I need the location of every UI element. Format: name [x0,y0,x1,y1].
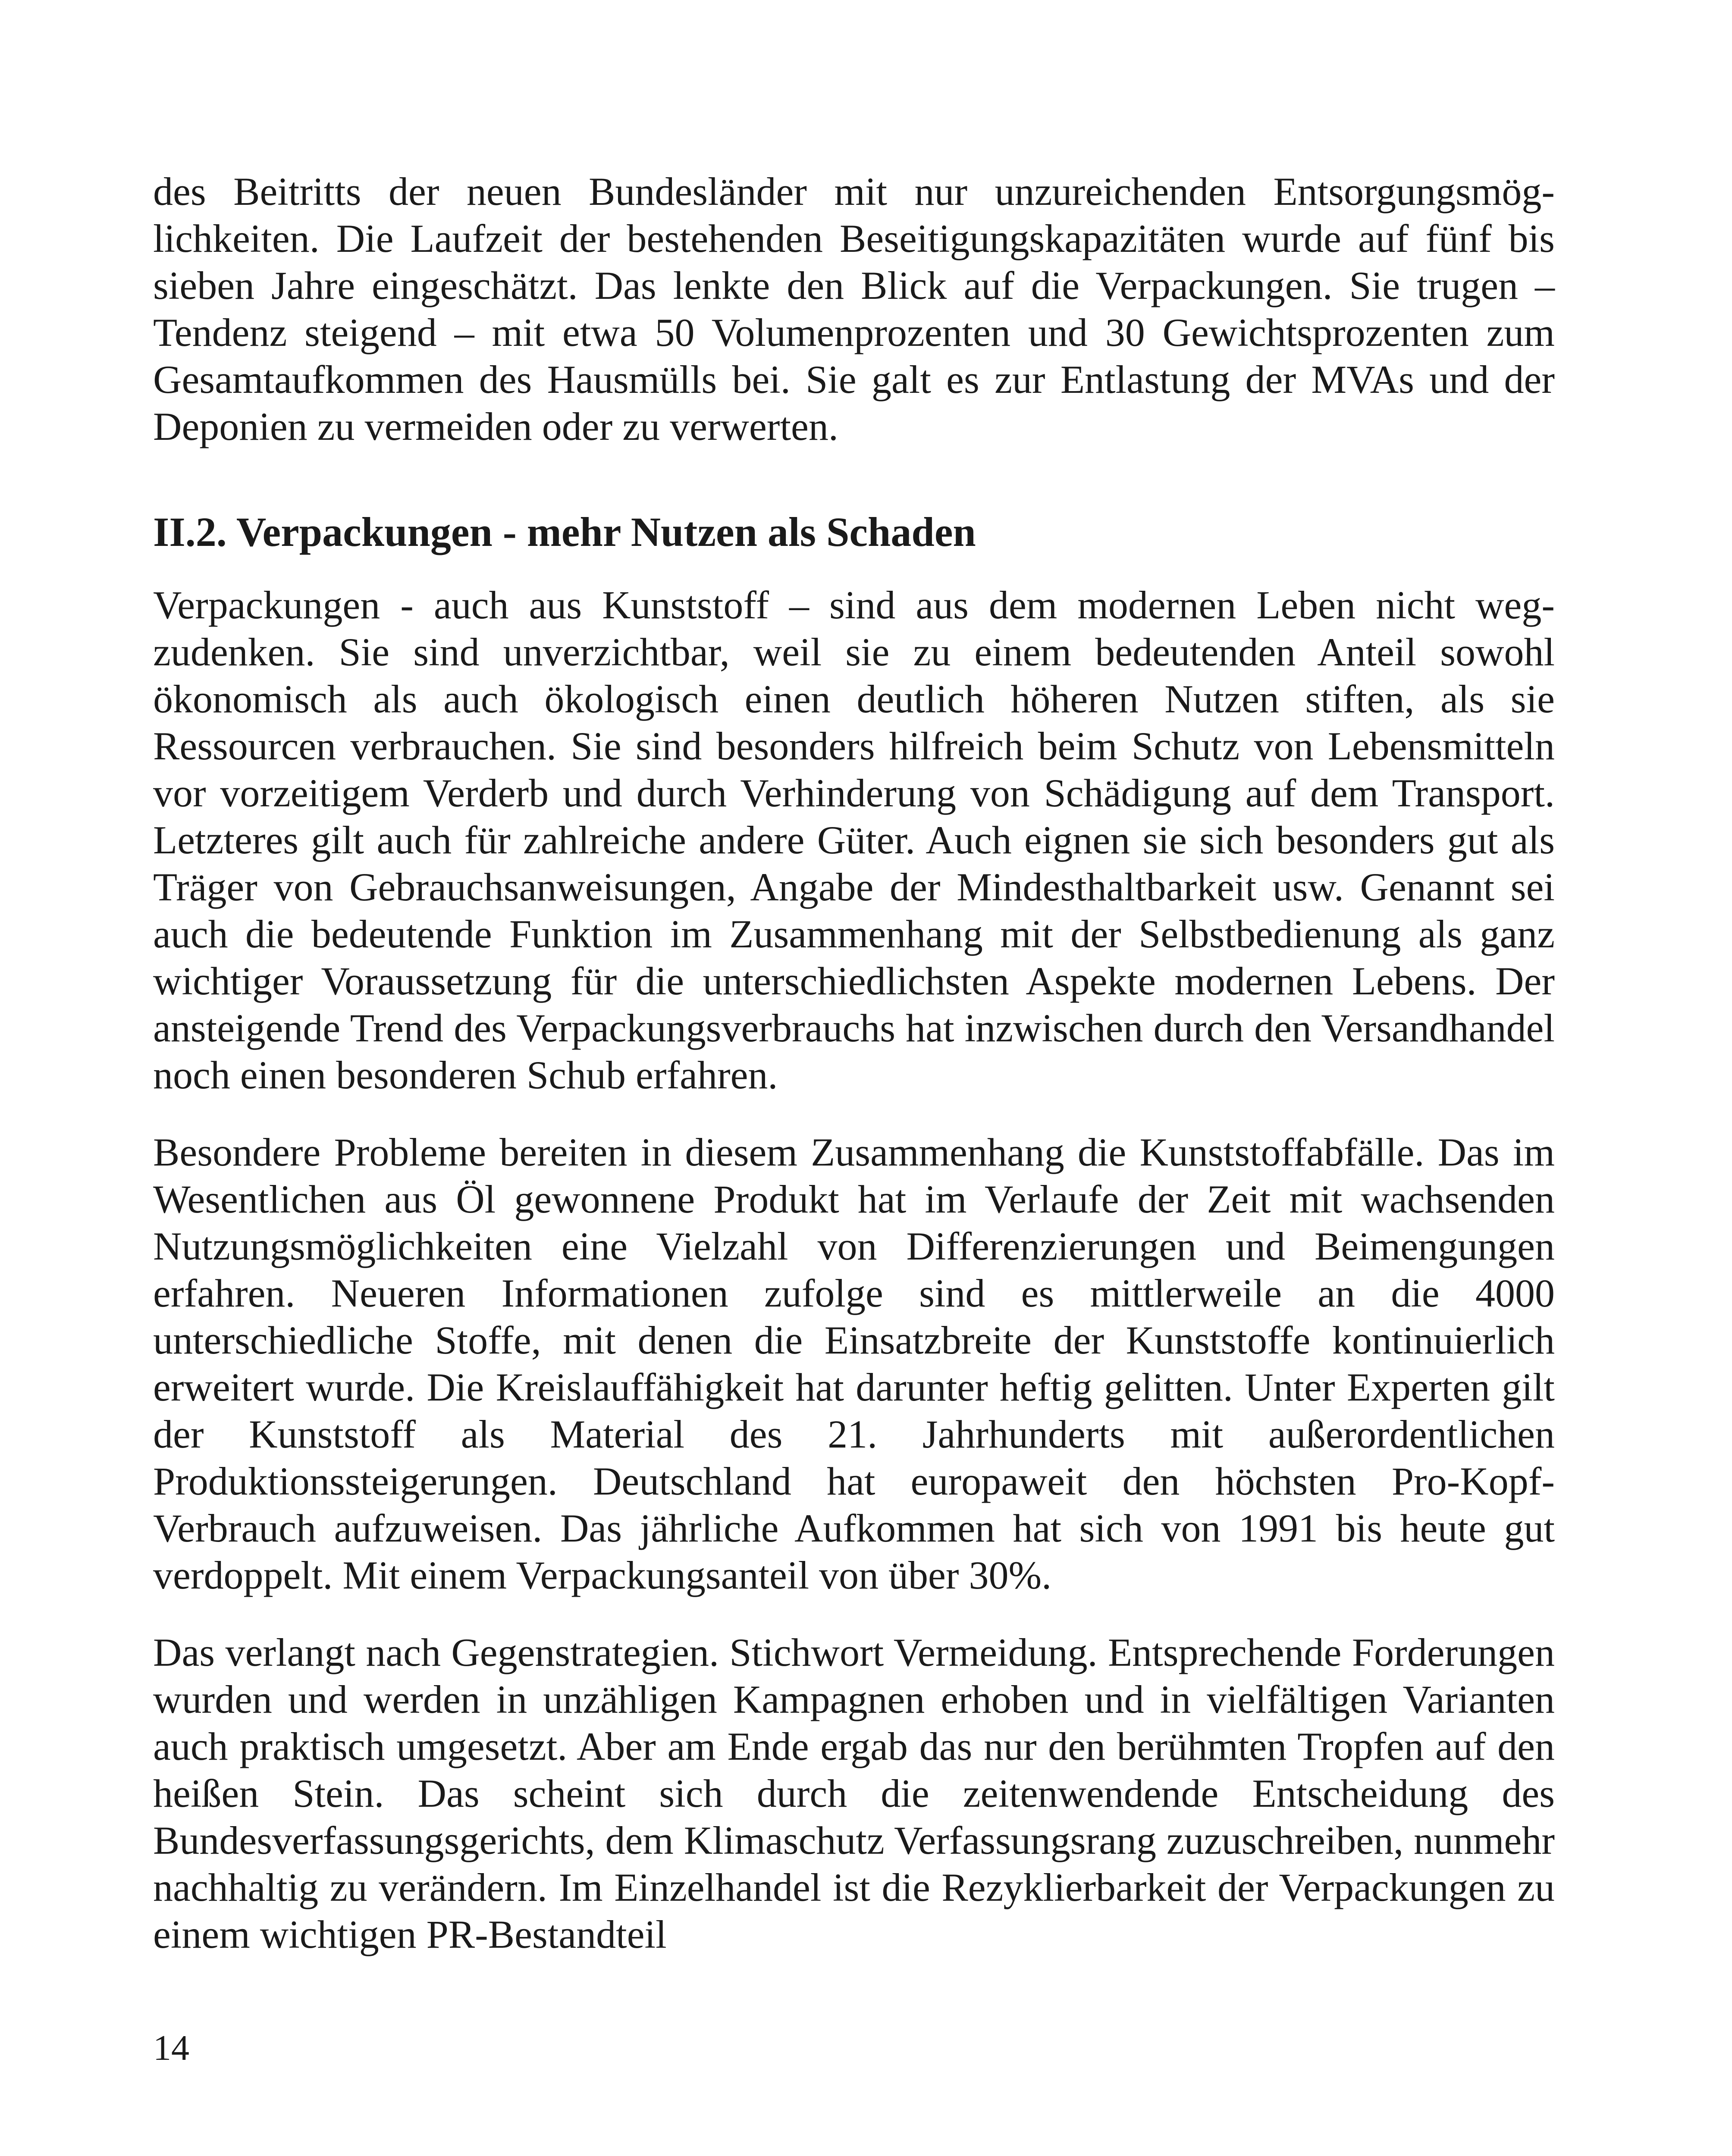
paragraph-4: Das verlangt nach Gegenstrategien. Stichwort Vermeidung. Entsprechende Forderungen wurden und werden in unzähligen Kampagnen erhoben und in vielfältigen Varianten auch praktisch umgesetzt. Aber am Ende ergab das nur den berühmten Tropfen auf den heißen Stein. Das scheint sich durch die zeitenwendende Entscheidung des Bundesverfassungsgerichts, dem Klimaschutz Verfassungsrang zuzuschreiben, nunmehr nachhaltig zu verändern. Im Einzelhandel ist die Rezyklierbarkeit der Verpackungen zu einem wichtigen PR-Bestandteil [153,1630,1555,1956]
section-heading: II.2. Verpackungen - mehr Nutzen als Schaden [153,509,976,555]
paragraph-3: Besondere Probleme bereiten in diesem Zusammenhang die Kunststoffabfälle. Das im Wesentlichen aus Öl gewonnene Produkt hat im Verlaufe der Zeit mit wachsenden Nutzungsmöglichkeiten eine Vielzahl von Differenzierungen und Beimengungen erfahren. Neueren Informationen zufolge sind es mittlerweile an die 4000 unterschiedliche Stoffe, mit denen die Einsatzbreite der Kunststoffe kontinuierlich erweitert wurde. Die Kreislauffähigkeit hat darunter heftig gelitten. Unter Experten gilt der Kunststoff als Material des 21. Jahrhunderts mit außerordentlichen Produktionssteigerungen. Deutschland hat europaweit den höchsten Pro-Kopf-Verbrauch aufzuweisen. Das jährliche Aufkommen hat sich von 1991 bis heute gut verdoppelt. Mit einem Verpackungsanteil von über 30%. [153,1130,1555,1597]
paragraph-2: Verpackungen - auch aus Kunststoff – sind aus dem modernen Leben nicht wegzudenken. Sie sind unverzichtbar, weil sie zu einem bedeutenden Anteil sowohl ökonomisch als auch ökologisch einen deutlich höheren Nutzen stiften, als sie Ressourcen verbrauchen. Sie sind besonders hilfreich beim Schutz von Lebensmitteln vor vorzeitigem Verderb und durch Verhinderung von Schädigung auf dem Transport. Letzteres gilt auch für zahlreiche andere Güter. Auch eignen sie sich besonders gut als Träger von Gebrauchsanweisungen, Angabe der Mindesthaltbarkeit usw. Genannt sei auch die bedeutende Funktion im Zusammenhang mit der Selbstbedienung als ganz wichtiger Voraussetzung für die unterschiedlichsten Aspekte modernen Lebens. Der ansteigende Trend des Verpackungsverbrauchs hat inzwischen durch den Versandhandel noch einen besonderen Schub erfahren. [153,583,1555,1097]
page-body [153,168,1555,1958]
paragraph-1: des Beitritts der neuen Bundesländer mit nur unzureichenden Entsorgungsmöglichkeiten. Die Laufzeit der bestehenden Beseitigungskapazitäten wurde auf fünf bis sieben Jahre eingeschätzt. Das lenkte den Blick auf die Verpackungen. Sie trugen – Tendenz steigend – mit etwa 50 Volumenprozenten und 30 Gewichtsprozenten zum Gesamtaufkommen des Hausmülls bei. Sie galt es zur Entlastung der MVAs und der Deponien zu vermeiden oder zu verwerten. [153,169,1555,448]
page-number: 14 [153,2028,189,2068]
